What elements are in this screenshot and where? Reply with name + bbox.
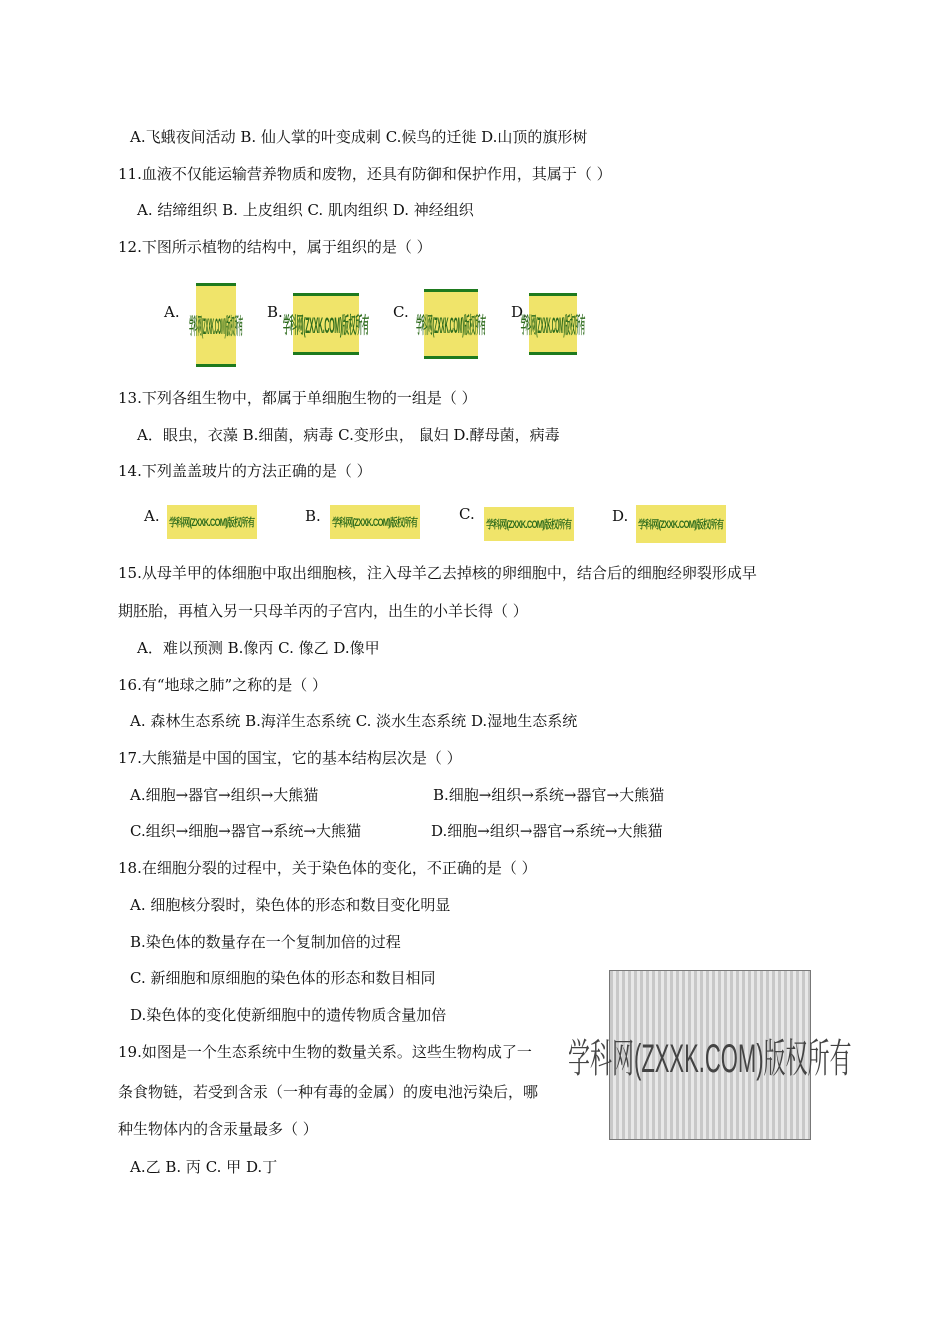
q11-options: A. 结缔组织 B. 上皮组织 C. 肌肉组织 D. 神经组织 — [137, 201, 474, 219]
q14-image-a — [167, 505, 257, 539]
question-19-line1: 19.如图是一个生态系统中生物的数量关系。这些生物构成了一 — [118, 1043, 532, 1061]
q12-image-c — [416, 289, 486, 359]
question-19-line2: 条食物链，若受到含汞（一种有毒的金属）的废电池污染后，哪 — [118, 1083, 539, 1101]
q17-option-b: B.细胞→组织→系统→器官→大熊猫 — [433, 786, 665, 804]
q14-image-c — [484, 507, 574, 541]
q12-label-a: A. — [164, 303, 180, 321]
q14-image-c-watermark: 学科网(ZXXK.COM)版权所有 — [486, 519, 572, 531]
q14-label-a: A. — [144, 507, 160, 525]
question-16: 16.有“地球之肺”之称的是（ ） — [118, 676, 327, 694]
question-15-line1: 15.从母羊甲的体细胞中取出细胞核，注入母羊乙去掉核的卵细胞中，结合后的细胞经卵裂形成早 — [118, 564, 757, 582]
q12-label-d: D. — [511, 303, 528, 321]
question-12: 12.下图所示植物的结构中，属于组织的是（ ） — [118, 238, 432, 256]
q17-option-d: D.细胞→组织→器官→系统→大熊猫 — [431, 822, 663, 840]
q10-options: A.飞蛾夜间活动 B. 仙人掌的叶变成刺 C.候鸟的迁徙 D.山顶的旗形树 — [130, 128, 588, 146]
q12-image-b-watermark: 学科网(ZXXK.COM)版权所有 — [283, 312, 369, 338]
question-17: 17.大熊猫是中国的国宝，它的基本结构层次是（ ） — [118, 749, 462, 767]
q14-label-c: C. — [459, 505, 475, 523]
q14-image-b-watermark: 学科网(ZXXK.COM)版权所有 — [332, 517, 418, 529]
q12-label-b: B. — [267, 303, 283, 321]
q12-image-a — [189, 283, 243, 367]
q15-options: A．难以预测 B.像丙 C. 像乙 D.像甲 — [137, 639, 380, 657]
q19-figure — [568, 970, 852, 1140]
q14-label-d: D. — [612, 507, 629, 525]
q18-option-b: B.染色体的数量存在一个复制加倍的过程 — [130, 933, 401, 951]
question-15-line2: 期胚胎，再植入另一只母羊丙的子宫内，出生的小羊长得（ ） — [118, 602, 528, 620]
q12-image-c-watermark: 学科网(ZXXK.COM)版权所有 — [416, 312, 486, 338]
q12-image-d-watermark: 学科网(ZXXK.COM)版权所有 — [520, 312, 586, 338]
q14-image-b — [330, 505, 420, 539]
q12-image-d — [520, 293, 586, 355]
q18-option-d: D.染色体的变化使新细胞中的遗传物质含量加倍 — [130, 1006, 447, 1024]
q14-image-d — [636, 505, 726, 543]
q12-label-c: C. — [393, 303, 409, 321]
question-13: 13.下列各组生物中，都属于单细胞生物的一组是（ ） — [118, 389, 477, 407]
q18-option-a: A. 细胞核分裂时，染色体的形态和数目变化明显 — [130, 896, 451, 914]
q14-image-a-watermark: 学科网(ZXXK.COM)版权所有 — [169, 517, 255, 529]
q19-options: A.乙 B. 丙 C. 甲 D.丁 — [130, 1158, 278, 1176]
question-19-line3: 种生物体内的含汞量最多（ ） — [118, 1120, 318, 1138]
question-14: 14.下列盖盖玻片的方法正确的是（ ） — [118, 462, 372, 480]
q19-figure-watermark: 学科网(ZXXK.COM)版权所有 — [568, 1036, 852, 1081]
q14-image-d-watermark: 学科网(ZXXK.COM)版权所有 — [638, 519, 724, 531]
q18-option-c: C. 新细胞和原细胞的染色体的形态和数目相同 — [130, 969, 436, 987]
q12-image-b — [283, 293, 369, 355]
question-18: 18.在细胞分裂的过程中，关于染色体的变化，不正确的是（ ） — [118, 859, 537, 877]
q17-option-c: C.组织→细胞→器官→系统→大熊猫 — [130, 822, 361, 840]
q17-option-a: A.细胞→器官→组织→大熊猫 — [130, 786, 319, 804]
q14-label-b: B. — [305, 507, 321, 525]
q13-options: A．眼虫，衣藻 B.细菌，病毒 C.变形虫， 鼠妇 D.酵母菌，病毒 — [137, 426, 560, 444]
question-11: 11.血液不仅能运输营养物质和废物，还具有防御和保护作用，其属于（ ） — [118, 165, 612, 183]
q16-options: A. 森林生态系统 B.海洋生态系统 C. 淡水生态系统 D.湿地生态系统 — [130, 712, 578, 730]
q12-image-a-watermark: 学科网(ZXXK.COM)版权所有 — [189, 313, 243, 339]
